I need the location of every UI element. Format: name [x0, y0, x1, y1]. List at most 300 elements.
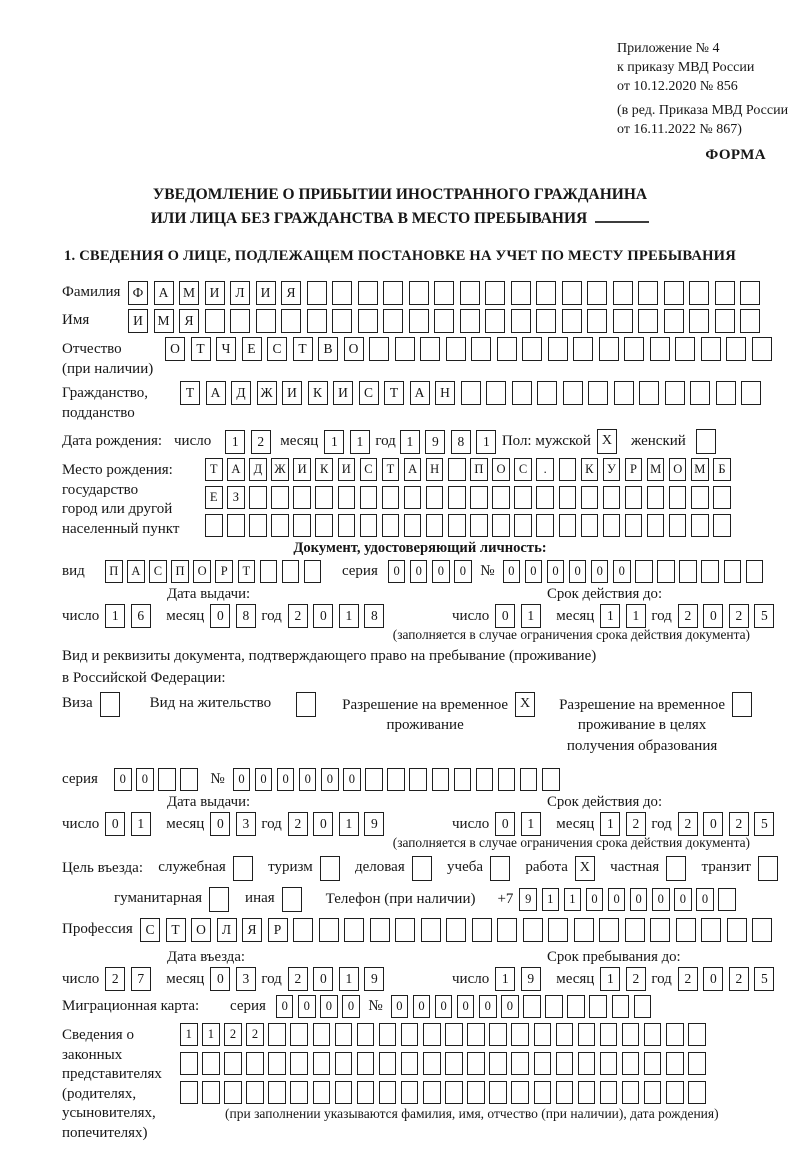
- form-cell[interactable]: 0: [320, 995, 338, 1018]
- form-cell[interactable]: 2: [288, 812, 308, 836]
- form-cell[interactable]: 1: [600, 604, 620, 628]
- form-cell[interactable]: Ж: [257, 381, 277, 405]
- form-cell[interactable]: [574, 918, 594, 942]
- form-cell[interactable]: [567, 995, 585, 1018]
- form-cell[interactable]: [562, 281, 582, 305]
- form-cell[interactable]: Б: [713, 458, 731, 481]
- form-cell[interactable]: 2: [251, 430, 271, 454]
- form-cell[interactable]: 2: [246, 1023, 264, 1046]
- form-cell[interactable]: 8: [451, 430, 471, 454]
- form-cell[interactable]: [224, 1052, 242, 1075]
- form-cell[interactable]: [514, 486, 532, 509]
- purpose-study-cell[interactable]: [490, 856, 510, 881]
- form-cell[interactable]: [395, 337, 415, 361]
- form-cell[interactable]: Ч: [216, 337, 236, 361]
- form-cell[interactable]: [625, 918, 645, 942]
- form-cell[interactable]: [599, 337, 619, 361]
- form-cell[interactable]: Т: [180, 381, 200, 405]
- form-cell[interactable]: [489, 1081, 507, 1104]
- form-cell[interactable]: [492, 514, 510, 537]
- form-cell[interactable]: [293, 486, 311, 509]
- form-cell[interactable]: [688, 1052, 706, 1075]
- form-cell[interactable]: [688, 1081, 706, 1104]
- purpose-private-cell[interactable]: [666, 856, 686, 881]
- form-cell[interactable]: 1: [324, 430, 344, 454]
- form-cell[interactable]: [534, 1081, 552, 1104]
- form-cell[interactable]: 1: [350, 430, 370, 454]
- form-cell[interactable]: [635, 560, 653, 583]
- form-cell[interactable]: [724, 560, 742, 583]
- form-cell[interactable]: [421, 918, 441, 942]
- form-cell[interactable]: [664, 309, 684, 333]
- form-cell[interactable]: [523, 995, 541, 1018]
- form-cell[interactable]: [665, 381, 685, 405]
- form-cell[interactable]: С: [140, 918, 160, 942]
- form-cell[interactable]: Д: [231, 381, 251, 405]
- form-cell[interactable]: 1: [564, 888, 582, 911]
- visa-cell[interactable]: [100, 692, 120, 717]
- form-cell[interactable]: [556, 1052, 574, 1075]
- form-cell[interactable]: 0: [299, 768, 317, 791]
- form-cell[interactable]: [485, 309, 505, 333]
- form-cell[interactable]: А: [154, 281, 174, 305]
- form-cell[interactable]: [603, 514, 621, 537]
- form-cell[interactable]: [224, 1081, 242, 1104]
- form-cell[interactable]: [448, 514, 466, 537]
- form-cell[interactable]: 0: [276, 995, 294, 1018]
- form-cell[interactable]: [202, 1081, 220, 1104]
- form-cell[interactable]: [690, 381, 710, 405]
- form-cell[interactable]: 0: [547, 560, 565, 583]
- form-cell[interactable]: [401, 1052, 419, 1075]
- form-cell[interactable]: Р: [215, 560, 233, 583]
- form-cell[interactable]: 0: [630, 888, 648, 911]
- form-cell[interactable]: [664, 281, 684, 305]
- form-cell[interactable]: [548, 337, 568, 361]
- form-cell[interactable]: [230, 309, 250, 333]
- form-cell[interactable]: П: [171, 560, 189, 583]
- form-cell[interactable]: 0: [495, 812, 515, 836]
- form-cell[interactable]: 1: [600, 812, 620, 836]
- form-cell[interactable]: [644, 1023, 662, 1046]
- form-cell[interactable]: Н: [435, 381, 455, 405]
- form-cell[interactable]: 0: [410, 560, 428, 583]
- form-cell[interactable]: 1: [105, 604, 125, 628]
- form-cell[interactable]: [404, 486, 422, 509]
- form-cell[interactable]: М: [179, 281, 199, 305]
- residence-permit-cell[interactable]: [296, 692, 316, 717]
- form-cell[interactable]: 2: [288, 604, 308, 628]
- form-cell[interactable]: [511, 281, 531, 305]
- purpose-official-cell[interactable]: [233, 856, 253, 881]
- form-cell[interactable]: [511, 1052, 529, 1075]
- form-cell[interactable]: 1: [521, 812, 541, 836]
- form-cell[interactable]: [562, 309, 582, 333]
- form-cell[interactable]: [369, 337, 389, 361]
- form-cell[interactable]: 0: [479, 995, 497, 1018]
- form-cell[interactable]: [205, 514, 223, 537]
- form-cell[interactable]: 0: [114, 768, 132, 791]
- form-cell[interactable]: [446, 337, 466, 361]
- form-cell[interactable]: 0: [454, 560, 472, 583]
- form-cell[interactable]: [472, 918, 492, 942]
- form-cell[interactable]: 1: [180, 1023, 198, 1046]
- form-cell[interactable]: [307, 309, 327, 333]
- form-cell[interactable]: [467, 1052, 485, 1075]
- form-cell[interactable]: И: [293, 458, 311, 481]
- form-cell[interactable]: 1: [495, 967, 515, 991]
- form-cell[interactable]: [520, 768, 538, 791]
- form-cell[interactable]: [409, 309, 429, 333]
- form-cell[interactable]: [313, 1023, 331, 1046]
- form-cell[interactable]: [470, 514, 488, 537]
- form-cell[interactable]: [358, 309, 378, 333]
- form-cell[interactable]: [752, 918, 772, 942]
- purpose-work-cell[interactable]: X: [575, 856, 595, 881]
- form-cell[interactable]: 9: [519, 888, 537, 911]
- form-cell[interactable]: [467, 1023, 485, 1046]
- temp-residence-education-cell[interactable]: [732, 692, 752, 717]
- form-cell[interactable]: 2: [288, 967, 308, 991]
- form-cell[interactable]: Т: [382, 458, 400, 481]
- form-cell[interactable]: Е: [205, 486, 223, 509]
- form-cell[interactable]: 2: [626, 967, 646, 991]
- form-cell[interactable]: [319, 918, 339, 942]
- form-cell[interactable]: 2: [224, 1023, 242, 1046]
- form-cell[interactable]: 0: [696, 888, 714, 911]
- form-cell[interactable]: 0: [136, 768, 154, 791]
- form-cell[interactable]: [268, 1023, 286, 1046]
- form-cell[interactable]: 2: [626, 812, 646, 836]
- form-cell[interactable]: 0: [210, 604, 230, 628]
- form-cell[interactable]: [701, 560, 719, 583]
- form-cell[interactable]: А: [404, 458, 422, 481]
- form-cell[interactable]: [271, 514, 289, 537]
- form-cell[interactable]: Я: [242, 918, 262, 942]
- form-cell[interactable]: [701, 337, 721, 361]
- form-cell[interactable]: [158, 768, 176, 791]
- purpose-transit-cell[interactable]: [758, 856, 778, 881]
- form-cell[interactable]: 6: [131, 604, 151, 628]
- form-cell[interactable]: [536, 514, 554, 537]
- form-cell[interactable]: 2: [105, 967, 125, 991]
- form-cell[interactable]: [205, 309, 225, 333]
- form-cell[interactable]: [537, 381, 557, 405]
- form-cell[interactable]: 0: [321, 768, 339, 791]
- form-cell[interactable]: 9: [521, 967, 541, 991]
- form-cell[interactable]: [701, 918, 721, 942]
- form-cell[interactable]: 5: [754, 812, 774, 836]
- form-cell[interactable]: [360, 486, 378, 509]
- form-cell[interactable]: [573, 337, 593, 361]
- form-cell[interactable]: [600, 1023, 618, 1046]
- form-cell[interactable]: [256, 309, 276, 333]
- form-cell[interactable]: [713, 486, 731, 509]
- form-cell[interactable]: [460, 309, 480, 333]
- form-cell[interactable]: [666, 1081, 684, 1104]
- form-cell[interactable]: О: [492, 458, 510, 481]
- purpose-other-cell[interactable]: [282, 887, 302, 912]
- sex-male-cell[interactable]: X: [597, 429, 617, 454]
- form-cell[interactable]: [365, 768, 383, 791]
- form-cell[interactable]: [578, 1081, 596, 1104]
- form-cell[interactable]: 0: [501, 995, 519, 1018]
- form-cell[interactable]: [625, 514, 643, 537]
- form-cell[interactable]: [379, 1081, 397, 1104]
- form-cell[interactable]: [332, 309, 352, 333]
- form-cell[interactable]: Т: [293, 337, 313, 361]
- form-cell[interactable]: 0: [277, 768, 295, 791]
- form-cell[interactable]: 1: [626, 604, 646, 628]
- form-cell[interactable]: [445, 1023, 463, 1046]
- form-cell[interactable]: 2: [729, 604, 749, 628]
- form-cell[interactable]: 0: [586, 888, 604, 911]
- form-cell[interactable]: [581, 514, 599, 537]
- form-cell[interactable]: [268, 1081, 286, 1104]
- form-cell[interactable]: [423, 1052, 441, 1075]
- form-cell[interactable]: 1: [542, 888, 560, 911]
- form-cell[interactable]: А: [206, 381, 226, 405]
- form-cell[interactable]: [534, 1023, 552, 1046]
- form-cell[interactable]: [650, 918, 670, 942]
- form-cell[interactable]: С: [149, 560, 167, 583]
- form-cell[interactable]: [622, 1023, 640, 1046]
- form-cell[interactable]: [313, 1081, 331, 1104]
- form-cell[interactable]: [497, 918, 517, 942]
- form-cell[interactable]: [536, 309, 556, 333]
- form-cell[interactable]: [260, 560, 278, 583]
- form-cell[interactable]: [752, 337, 772, 361]
- form-cell[interactable]: [622, 1081, 640, 1104]
- form-cell[interactable]: [718, 888, 736, 911]
- form-cell[interactable]: 7: [131, 967, 151, 991]
- form-cell[interactable]: К: [581, 458, 599, 481]
- form-cell[interactable]: [476, 768, 494, 791]
- form-cell[interactable]: [446, 918, 466, 942]
- form-cell[interactable]: М: [691, 458, 709, 481]
- form-cell[interactable]: Я: [179, 309, 199, 333]
- form-cell[interactable]: [307, 281, 327, 305]
- form-cell[interactable]: Я: [281, 281, 301, 305]
- form-cell[interactable]: 1: [400, 430, 420, 454]
- form-cell[interactable]: 1: [521, 604, 541, 628]
- form-cell[interactable]: [650, 337, 670, 361]
- form-cell[interactable]: [666, 1052, 684, 1075]
- form-cell[interactable]: Т: [238, 560, 256, 583]
- form-cell[interactable]: [688, 1023, 706, 1046]
- form-cell[interactable]: [691, 514, 709, 537]
- form-cell[interactable]: С: [514, 458, 532, 481]
- form-cell[interactable]: И: [256, 281, 276, 305]
- form-cell[interactable]: [536, 281, 556, 305]
- purpose-humanitarian-cell[interactable]: [209, 887, 229, 912]
- form-cell[interactable]: 8: [364, 604, 384, 628]
- form-cell[interactable]: 0: [432, 560, 450, 583]
- purpose-business-cell[interactable]: [412, 856, 432, 881]
- form-cell[interactable]: [290, 1052, 308, 1075]
- form-cell[interactable]: 2: [678, 812, 698, 836]
- form-cell[interactable]: 0: [343, 768, 361, 791]
- form-cell[interactable]: [726, 337, 746, 361]
- form-cell[interactable]: М: [647, 458, 665, 481]
- form-cell[interactable]: [587, 309, 607, 333]
- form-cell[interactable]: 1: [339, 967, 359, 991]
- form-cell[interactable]: [426, 486, 444, 509]
- form-cell[interactable]: И: [205, 281, 225, 305]
- form-cell[interactable]: [713, 514, 731, 537]
- form-cell[interactable]: [511, 1081, 529, 1104]
- form-cell[interactable]: [338, 486, 356, 509]
- form-cell[interactable]: [556, 1081, 574, 1104]
- form-cell[interactable]: 1: [476, 430, 496, 454]
- form-cell[interactable]: С: [267, 337, 287, 361]
- form-cell[interactable]: 1: [339, 604, 359, 628]
- form-cell[interactable]: [536, 486, 554, 509]
- form-cell[interactable]: [624, 337, 644, 361]
- form-cell[interactable]: [634, 995, 652, 1018]
- form-cell[interactable]: 0: [298, 995, 316, 1018]
- form-cell[interactable]: [741, 381, 761, 405]
- form-cell[interactable]: [395, 918, 415, 942]
- form-cell[interactable]: 9: [425, 430, 445, 454]
- form-cell[interactable]: [313, 1052, 331, 1075]
- form-cell[interactable]: [625, 486, 643, 509]
- form-cell[interactable]: [578, 1052, 596, 1075]
- form-cell[interactable]: [559, 514, 577, 537]
- form-cell[interactable]: [647, 514, 665, 537]
- form-cell[interactable]: [448, 458, 466, 481]
- form-cell[interactable]: [454, 768, 472, 791]
- form-cell[interactable]: [740, 281, 760, 305]
- form-cell[interactable]: 1: [131, 812, 151, 836]
- form-cell[interactable]: Н: [426, 458, 444, 481]
- form-cell[interactable]: [335, 1081, 353, 1104]
- form-cell[interactable]: [691, 486, 709, 509]
- form-cell[interactable]: А: [227, 458, 245, 481]
- form-cell[interactable]: [638, 309, 658, 333]
- form-cell[interactable]: [471, 337, 491, 361]
- form-cell[interactable]: [614, 381, 634, 405]
- form-cell[interactable]: 0: [210, 967, 230, 991]
- form-cell[interactable]: [559, 458, 577, 481]
- form-cell[interactable]: [669, 514, 687, 537]
- form-cell[interactable]: [467, 1081, 485, 1104]
- form-cell[interactable]: 2: [678, 967, 698, 991]
- form-cell[interactable]: 0: [495, 604, 515, 628]
- form-cell[interactable]: [445, 1081, 463, 1104]
- form-cell[interactable]: [445, 1052, 463, 1075]
- form-cell[interactable]: [716, 381, 736, 405]
- form-cell[interactable]: [600, 1081, 618, 1104]
- form-cell[interactable]: [563, 381, 583, 405]
- form-cell[interactable]: [448, 486, 466, 509]
- form-cell[interactable]: 0: [703, 812, 723, 836]
- form-cell[interactable]: [358, 281, 378, 305]
- form-cell[interactable]: 1: [600, 967, 620, 991]
- form-cell[interactable]: 0: [210, 812, 230, 836]
- form-cell[interactable]: 0: [435, 995, 453, 1018]
- form-cell[interactable]: [489, 1052, 507, 1075]
- form-cell[interactable]: 0: [503, 560, 521, 583]
- form-cell[interactable]: П: [105, 560, 123, 583]
- form-cell[interactable]: Т: [205, 458, 223, 481]
- form-cell[interactable]: [666, 1023, 684, 1046]
- form-cell[interactable]: [293, 514, 311, 537]
- form-cell[interactable]: [249, 486, 267, 509]
- form-cell[interactable]: Р: [625, 458, 643, 481]
- form-cell[interactable]: 0: [525, 560, 543, 583]
- form-cell[interactable]: [639, 381, 659, 405]
- form-cell[interactable]: [268, 1052, 286, 1075]
- form-cell[interactable]: [420, 337, 440, 361]
- form-cell[interactable]: [556, 1023, 574, 1046]
- form-cell[interactable]: [587, 281, 607, 305]
- form-cell[interactable]: [589, 995, 607, 1018]
- form-cell[interactable]: З: [227, 486, 245, 509]
- form-cell[interactable]: [548, 918, 568, 942]
- form-cell[interactable]: [382, 486, 400, 509]
- form-cell[interactable]: 2: [678, 604, 698, 628]
- form-cell[interactable]: [599, 918, 619, 942]
- form-cell[interactable]: [497, 337, 517, 361]
- form-cell[interactable]: [434, 281, 454, 305]
- form-cell[interactable]: Р: [268, 918, 288, 942]
- form-cell[interactable]: [423, 1081, 441, 1104]
- form-cell[interactable]: [315, 486, 333, 509]
- form-cell[interactable]: В: [318, 337, 338, 361]
- form-cell[interactable]: [470, 486, 488, 509]
- form-cell[interactable]: [335, 1023, 353, 1046]
- form-cell[interactable]: [281, 309, 301, 333]
- form-cell[interactable]: [357, 1052, 375, 1075]
- form-cell[interactable]: 0: [703, 604, 723, 628]
- form-cell[interactable]: 0: [313, 967, 333, 991]
- form-cell[interactable]: [689, 281, 709, 305]
- form-cell[interactable]: О: [344, 337, 364, 361]
- form-cell[interactable]: [344, 918, 364, 942]
- form-cell[interactable]: [432, 768, 450, 791]
- form-cell[interactable]: О: [669, 458, 687, 481]
- form-cell[interactable]: [202, 1052, 220, 1075]
- form-cell[interactable]: [612, 995, 630, 1018]
- form-cell[interactable]: [559, 486, 577, 509]
- form-cell[interactable]: [382, 514, 400, 537]
- form-cell[interactable]: [290, 1081, 308, 1104]
- form-cell[interactable]: Т: [191, 337, 211, 361]
- form-cell[interactable]: [383, 309, 403, 333]
- form-cell[interactable]: [409, 768, 427, 791]
- form-cell[interactable]: 0: [652, 888, 670, 911]
- form-cell[interactable]: [357, 1023, 375, 1046]
- form-cell[interactable]: [401, 1081, 419, 1104]
- form-cell[interactable]: М: [154, 309, 174, 333]
- form-cell[interactable]: [644, 1052, 662, 1075]
- form-cell[interactable]: [401, 1023, 419, 1046]
- form-cell[interactable]: [290, 1023, 308, 1046]
- form-cell[interactable]: [492, 486, 510, 509]
- form-cell[interactable]: [489, 1023, 507, 1046]
- form-cell[interactable]: .: [536, 458, 554, 481]
- form-cell[interactable]: С: [359, 381, 379, 405]
- form-cell[interactable]: [689, 309, 709, 333]
- form-cell[interactable]: [246, 1052, 264, 1075]
- form-cell[interactable]: Т: [166, 918, 186, 942]
- form-cell[interactable]: [332, 281, 352, 305]
- form-cell[interactable]: [647, 486, 665, 509]
- form-cell[interactable]: [679, 560, 697, 583]
- form-cell[interactable]: [379, 1052, 397, 1075]
- form-cell[interactable]: 9: [364, 812, 384, 836]
